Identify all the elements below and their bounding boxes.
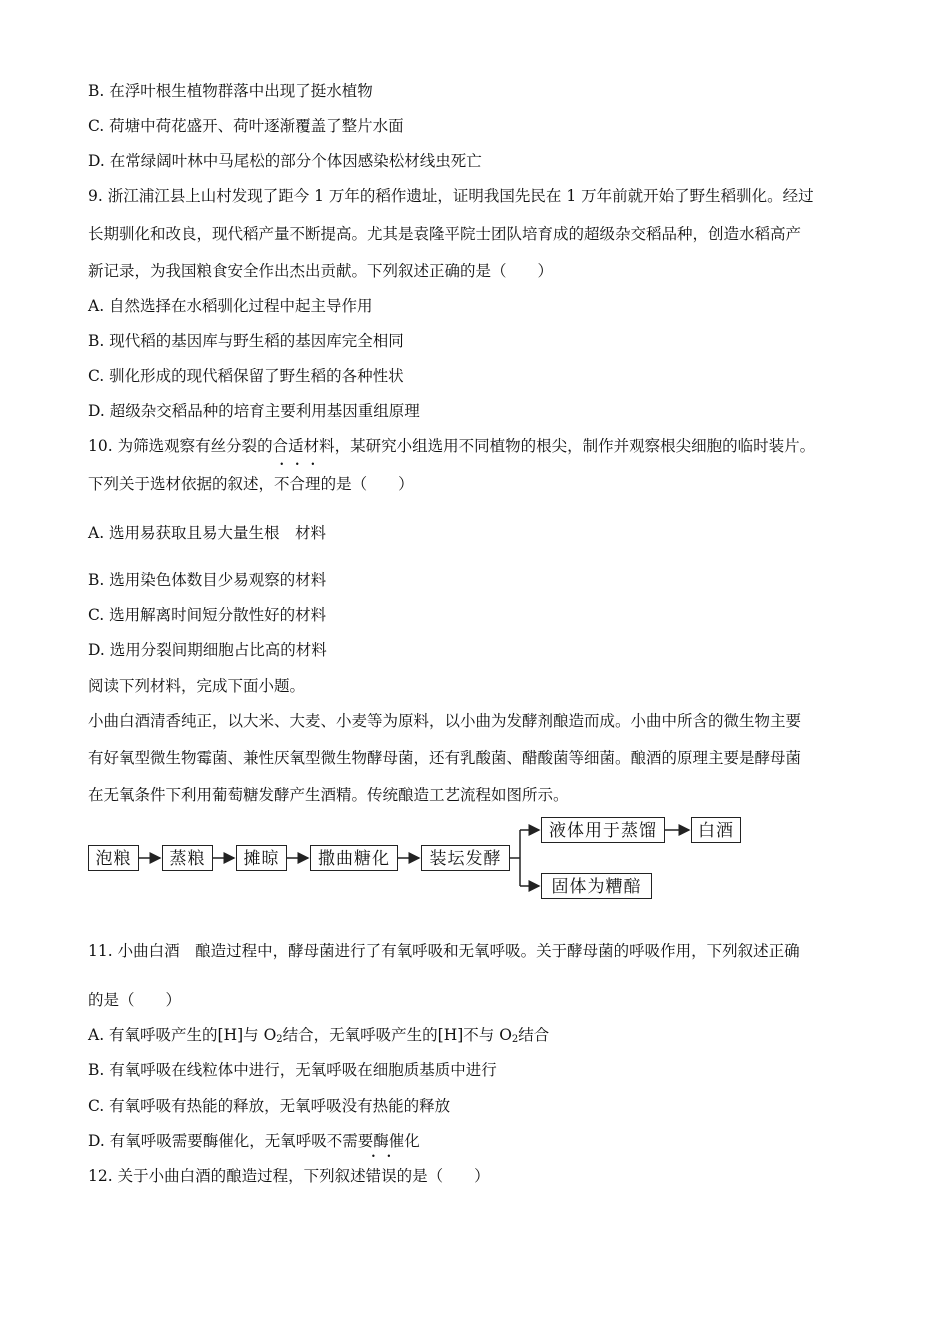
q8-option-c: C. 荷塘中荷花盛开、荷叶逐渐覆盖了整片水面 <box>88 117 404 135</box>
q11-option-d: D. 有氧呼吸需要酶催化，无氧呼吸不需要酶催化 <box>88 1132 420 1150</box>
q9-option-a: A. 自然选择在水稻驯化过程中起主导作用 <box>88 297 373 315</box>
q10-option-b: B. 选用染色体数目少易观察的材料 <box>88 571 327 589</box>
q9-stem-line3: 新记录，为我国粮食安全作出杰出贡献。下列叙述正确的是（ ） <box>88 262 554 280</box>
q12-stem-post: 的是（ ） <box>396 1167 490 1185</box>
q10-stem-post: 的是（ ） <box>320 475 414 493</box>
q8-option-b: B. 在浮叶根生植物群落中出现了挺水植物 <box>88 82 373 100</box>
q11-option-b: B. 有氧呼吸在线粒体中进行，无氧呼吸在细胞质基质中进行 <box>88 1061 497 1079</box>
flow-result-baijiu: 白酒 <box>691 817 741 843</box>
emphasis-char: 合 <box>289 475 306 493</box>
flow-branch-liquid: 液体用于蒸馏 <box>541 817 665 843</box>
q12-stem <box>88 1166 490 1186</box>
q11-option-c: C. 有氧呼吸有热能的释放，无氧呼吸没有热能的释放 <box>88 1097 451 1115</box>
reading-para-line1: 小曲白酒清香纯正，以大米、大麦、小麦等为原料，以小曲为发酵剂酿造而成。小曲中所含的微生物主要 <box>88 712 802 730</box>
q11-option-a-pre: A. 有氧呼吸产生的[H]与 O <box>88 1026 277 1044</box>
q9-option-c: C. 驯化形成的现代稻保留了野生稻的各种性状 <box>88 367 404 385</box>
q11-stem-line1: 11. 小曲白酒 酿造过程中，酵母菌进行了有氧呼吸和无氧呼吸。关于酵母菌的呼吸作用，下列叙述正确 <box>88 942 800 960</box>
flow-step-soak-grain: 泡粮 <box>88 845 139 871</box>
subscript: 2 <box>276 1034 283 1045</box>
q11-option-a <box>88 1025 549 1050</box>
q11-option-a-mid: 结合，无氧呼吸产生的[H]不与 O <box>282 1026 512 1044</box>
reading-para-line3: 在无氧条件下利用葡萄糖发酵产生酒精。传统酿造工艺流程如图所示。 <box>88 786 569 804</box>
reading-intro: 阅读下列材料，完成下面小题。 <box>88 677 306 695</box>
q11-stem-line2: 的是（ ） <box>88 991 182 1009</box>
q9-option-b: B. 现代稻的基因库与野生稻的基因库完全相同 <box>88 332 404 350</box>
q10-stem-line1: 10. 为筛选观察有丝分裂的合适材料，某研究小组选用不同植物的根尖，制作并观察根尖细胞的临时装片。 <box>88 437 816 455</box>
flow-step-ferment: 装坛发酵 <box>421 845 510 871</box>
flow-step-steam-grain: 蒸粮 <box>162 845 213 871</box>
q10-stem-pre: 下列关于选材依据的叙述， <box>88 475 275 493</box>
q9-option-d: D. 超级杂交稻品种的培育主要利用基因重组原理 <box>88 402 420 420</box>
subscript: 2 <box>511 1034 519 1045</box>
q10-option-a: A. 选用易获取且易大量生根 材料 <box>88 524 327 542</box>
q10-option-c: C. 选用解离时间短分散性好的材料 <box>88 606 327 624</box>
q12-stem-pre: 12. 关于小曲白酒的酿造过程，下列叙述 <box>88 1167 366 1185</box>
emphasis-char: 理 <box>305 475 321 493</box>
q9-stem-line1: 9. 浙江浦江县上山村发现了距今 1 万年的稻作遗址，证明我国先民在 1 万年前就开始了野生稻驯化。经过 <box>88 187 814 205</box>
q11-option-a-post: 结合 <box>518 1026 550 1044</box>
emphasis-char: 不 <box>274 475 290 493</box>
q8-option-d: D. 在常绿阔叶林中马尾松的部分个体因感染松材线虫死亡 <box>88 152 482 170</box>
q10-option-d: D. 选用分裂间期细胞占比高的材料 <box>88 641 327 659</box>
q9-stem-line2: 长期驯化和改良，现代稻产量不断提高。尤其是袁隆平院士团队培育成的超级杂交稻品种，创造水稻高产 <box>88 225 802 243</box>
emphasis-char: 误 <box>381 1167 397 1185</box>
emphasis-char: 错 <box>365 1167 382 1185</box>
flow-step-saccharify: 撒曲糖化 <box>310 845 398 871</box>
reading-para-line2: 有好氧型微生物霉菌、兼性厌氧型微生物酵母菌，还有乳酸菌、醋酸菌等细菌。酿酒的原理主要是酵母菌 <box>88 749 802 767</box>
flow-branch-solid: 固体为糟醅 <box>541 873 652 899</box>
flow-step-spread-cool: 摊晾 <box>236 845 287 871</box>
